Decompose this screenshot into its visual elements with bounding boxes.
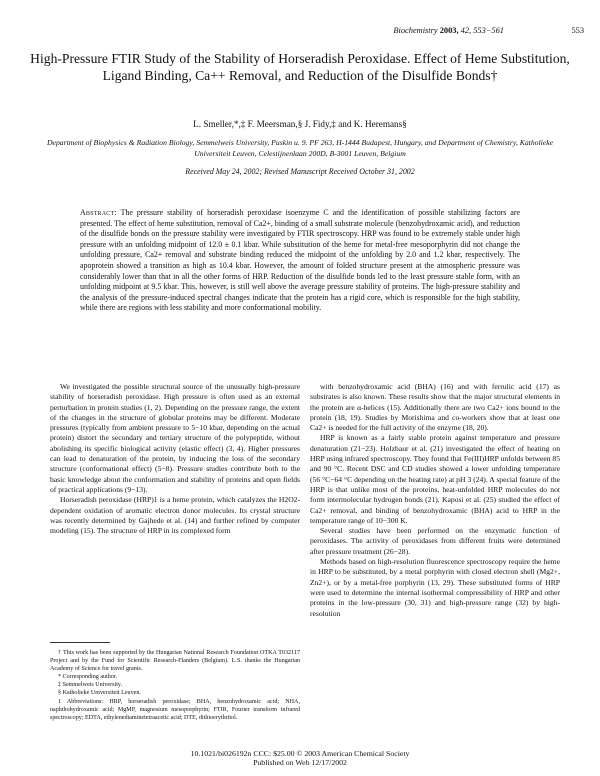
- body-paragraph: Several studies have been performed on the enzymatic function of peroxidases. The activity of peroxidases from different fruits were determined after pressure treatment (26−28).: [310, 526, 560, 556]
- page-footer: [0, 749, 600, 768]
- doi-copyright-line: 10.1021/bi026192n CCC: $25.00 © 2003 American Chemical Society: [190, 749, 410, 758]
- abstract-text: The pressure stability of horseradish peroxidase isoenzyme C and the identification of possible stabilizing factors are presented. The effect of heme substitution, removal of Ca2+, binding of a small substrate molecule (benzohydroxamic acid), and reduction of the disulfide bonds on the pressure stability were investigated by FTIR spectroscopy. HRP was found to be extremely stable under high pressure with an unfolding midpoint of 12.0 ± 0.1 kbar. While substitution of the heme for metal-free mesoporphyrin did not change the unfolding pressure, Ca2+ removal and substrate binding reduced the midpoint of the unfolding by 2.0 and 1.2 kbar, respectively. The apoprotein showed a transition as high as 10.4 kbar. However, the amount of folded structure present at the atmospheric pressure was considerably lower than that in all the other forms of HRP. Reduction of the disulfide bonds led to the least pressure stable form, with an unfolding midpoint at 9.5 kbar. This, however, is still well above the average pressure stability of proteins. The high-pressure stability and the analysis of the pressure-induced spectral changes indicate that the protein has a rigid core, which is responsible for the high stability, while there are regions with less stability and more conformational mobility.: [80, 208, 521, 313]
- journal-pages: 553−561: [473, 26, 504, 35]
- body-paragraph: Methods based on high-resolution fluorescence spectroscopy require the heme in HRP to be substituted, by a metal porphyrin with closed electron shell (Mg2+, Zn2+), or by a metal-free porphyrin (13, 29). These substituted forms of HRP were used to determine the internal isothermal compressibility of HRP and other proteins in the low-pressure (30, 31) and high-pressure range (32) by high-resolution: [310, 557, 560, 618]
- footnote: 1 Abbreviations: HRP, horseradish peroxidase; BHA, benzohydroxamic acid; NHA, naphthohydroxamic acid; MgMP, magnesium mesoporphyrin; FTIR, Fourier transform infrared spectroscopy; EDTA, ethylenediaminetetraacetic acid; DTE, dithioerythritol.: [50, 698, 300, 721]
- running-head: [0, 26, 600, 38]
- abstract-label: Abstract:: [80, 208, 117, 217]
- body-paragraph: HRP is known as a fairly stable protein against temperature and pressure denaturation (21−23). Holzbaur et al. (21) investigated the effect of heating on HRP using infrared spectroscopy. They found that Fe(III)HRP unfolds between 85 and 90 °C. Recent DSC and CD studies showed a lower unfolding temperature (56 °C−64 °C depending on the heating rate) at pH 3 (24). A special feature of the HRP is that unlike most of the proteins, heat-unfolded HRP molecules do not form intermolecular hydrogen bonds (21). Kaposi et al. (25) studied the effect of Ca2+ removal, and binding of benzohydroxamic (BHA) acid to HRP in the temperature range of 10−300 K.: [310, 433, 560, 525]
- journal-name: Biochemistry: [393, 26, 438, 35]
- footnote: § Katholieke Universiteit Leuven.: [58, 690, 141, 697]
- page-number: 553: [571, 26, 584, 35]
- footnote: † This work has been supported by the Hungarian National Research Foundation OTKA T032117 Project and by the Fund for Scientific Research-Flanders (Belgium). L.S. thanks the Hungarian Academy of Science for travel grants.: [50, 650, 300, 673]
- body-paragraph: We investigated the possible structural source of the unusually high-pressure stability of horseradish peroxidase. High pressure is often used as an external perturbation in protein studies (1, 2). Depending on the pressure range, the extent of the changes in the structure of globular proteins may be different. Moderate pressures (typically from ambient pressure to 5−10 kbar, depending on the actual protein) distort the secondary and tertiary structure of the polypeptide, without abolishing its specific biological activity (elastic effect) (3, 4). Higher pressures can lead to denaturation of the protein, by inducing the loss of the secondary structure (conformational effect) (5−8). Pressure studies contribute both to the basic knowledge about the conformation and stability of proteins and open fields of practical applications (9−13).: [50, 382, 300, 494]
- author-list: L. Smeller,*,‡ F. Meersman,§ J. Fidy,‡ and K. Heremans§: [193, 119, 407, 129]
- body-column-right: [310, 382, 560, 619]
- footnote-divider: [50, 642, 110, 643]
- body-paragraph: Horseradish peroxidase (HRP)1 is a heme protein, which catalyzes the H2O2-dependent oxidation of aromatic electron donor molecules. Its crystal structure was recently determined by Gajhede et al. (14) and further refined by computer modeling (15). The structure of HRP in its complexed form: [50, 495, 300, 536]
- author-affiliation: Department of Biophysics & Radiation Biology, Semmelweis University, Puskin u. 9. PF 263, H-1444 Budapest, Hungary, and Department of Chemistry, Katholieke Universiteit Leuven, Celestijnenlaan 200D, B-3001 Leuven, Belgium: [46, 138, 554, 158]
- footnotes: [50, 642, 300, 722]
- publication-date: Published on Web 12/17/2002: [253, 758, 347, 768]
- abstract: [80, 208, 520, 314]
- footnote: ‡ Semmelweis University.: [58, 682, 123, 689]
- received-dates: Received May 24, 2002; Revised Manuscript Received October 31, 2002: [185, 167, 415, 176]
- article-title: High-Pressure FTIR Study of the Stability of Horseradish Peroxidase. Effect of Heme Substitution, Ligand Binding, Ca++ Removal, and Reduction of the Disulfide Bonds†: [30, 51, 570, 83]
- journal-citation: [393, 26, 504, 35]
- footnote: * Corresponding author.: [58, 674, 118, 681]
- body-column-left: [50, 382, 300, 536]
- body-paragraph: with benzohydroxamic acid (BHA) (16) and with ferrulic acid (17) as substrates is also known. These results show that the major structural elements in the protein are α-helices (15). Additionally there are two Ca2+ ions bound to the protein (18, 19). Studies by Morishima and co-workers show that at least one Ca2+ is needed for the full activity of the enzyme (18, 20).: [310, 382, 560, 433]
- journal-volume: 42,: [460, 26, 472, 35]
- journal-year: 2003,: [439, 26, 459, 35]
